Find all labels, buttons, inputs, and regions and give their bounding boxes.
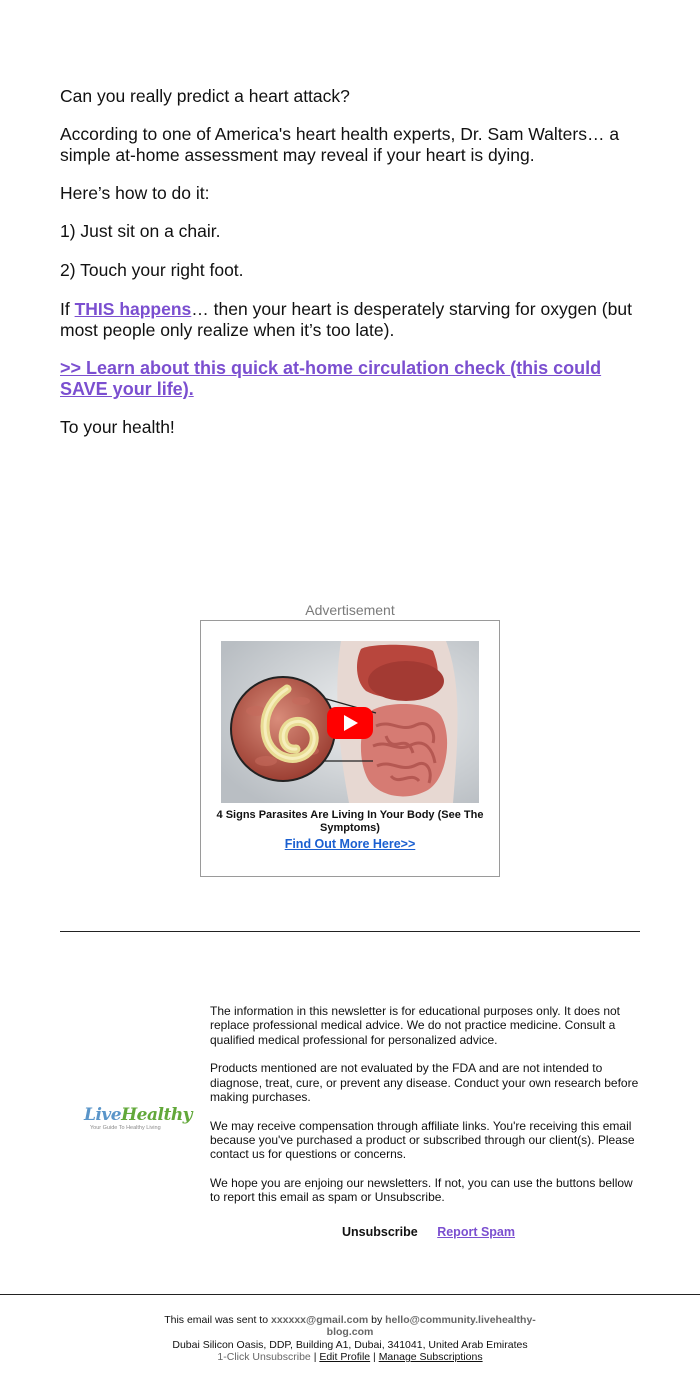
footer [150,1314,550,1363]
if-suffix: … then your heart is desperately starving for oxygen (but most people only realize when it’s too late). [60,299,632,340]
question-text: Can you really predict a heart attack? [60,86,350,106]
ad-find-out-more-link[interactable]: Find Out More Here>> [284,837,416,851]
step-2-text: 2) Touch your right foot. [60,260,244,280]
disclaimer-paragraph-1: The information in this newsletter is for educational purposes only. It does not replace professional medical advice. We do not practice medicine. Consult a qualified medical professional for personalized advice. [210,1004,620,1047]
footer-links: 1-Click Unsubscribe | Edit Profile | Manage Subscriptions [217,1350,483,1363]
advertisement-label: Advertisement [305,602,395,618]
disclaimer [210,1004,642,1219]
footer-divider [0,1294,700,1295]
report-spam-button[interactable]: Report Spam [437,1225,515,1239]
this-happens-link[interactable]: THIS happens [74,299,192,319]
youtube-play-icon[interactable] [327,707,373,739]
ad-illustration [221,641,479,803]
one-click-unsubscribe-link[interactable]: 1-Click Unsubscribe [217,1350,311,1363]
intro-text: According to one of America's heart health experts, Dr. Sam Walters… a simple at-home assessment may reveal if your heart is dying. [60,124,620,165]
manage-subscriptions-link[interactable]: Manage Subscriptions [378,1350,483,1363]
if-prefix: If [60,299,75,319]
sender-email: hello@community.livehealthy-blog.com [326,1314,536,1339]
step-1-text: 1) Just sit on a chair. [60,221,221,241]
livehealthy-logo: LiveHealthy Your Guide To Healthy Living [84,1105,193,1131]
disclaimer-paragraph-2: Products mentioned are not evaluated by the FDA and are not intended to diagnose, treat, cure, or prevent any disease. Conduct your own research before making purchases. [210,1061,639,1104]
learn-more-link[interactable]: >> Learn about this quick at-home circulation check (this could SAVE your life). [60,358,602,399]
ad-title[interactable]: 4 Signs Parasites Are Living In Your Body (See The Symptoms) [216,809,484,834]
footer-address: Dubai Silicon Oasis, DDP, Building A1, Dubai, 341041, United Arab Emirates [172,1338,528,1351]
unsubscribe-row [342,1225,515,1239]
howto-text: Here’s how to do it: [60,183,210,203]
section-divider [60,931,640,932]
disclaimer-paragraph-4: We hope you are enjoing our newsletters. If not, you can use the buttons bellow to report this email as spam or Unsubscribe. [210,1176,633,1205]
signoff-text: To your health! [60,417,175,437]
ad-image[interactable] [221,641,479,803]
if-paragraph [60,299,650,341]
footer-sent-line: This email was sent to xxxxxx@gmail.com by hello@community.livehealthy-blog.com [164,1314,536,1339]
email-body [60,86,650,455]
disclaimer-paragraph-3: We may receive compensation through affiliate links. You're receiving this email because you've purchased a product or subscribed through our client(s). Please contact us for questions or concerns. [210,1118,635,1162]
recipient-email: xxxxxx@gmail.com [270,1314,369,1326]
unsubscribe-button[interactable]: Unsubscribe [342,1225,418,1239]
edit-profile-link[interactable]: Edit Profile [319,1350,371,1363]
ad-banner[interactable] [200,620,500,877]
logo-tagline: Your Guide To Healthy Living [90,1125,161,1131]
